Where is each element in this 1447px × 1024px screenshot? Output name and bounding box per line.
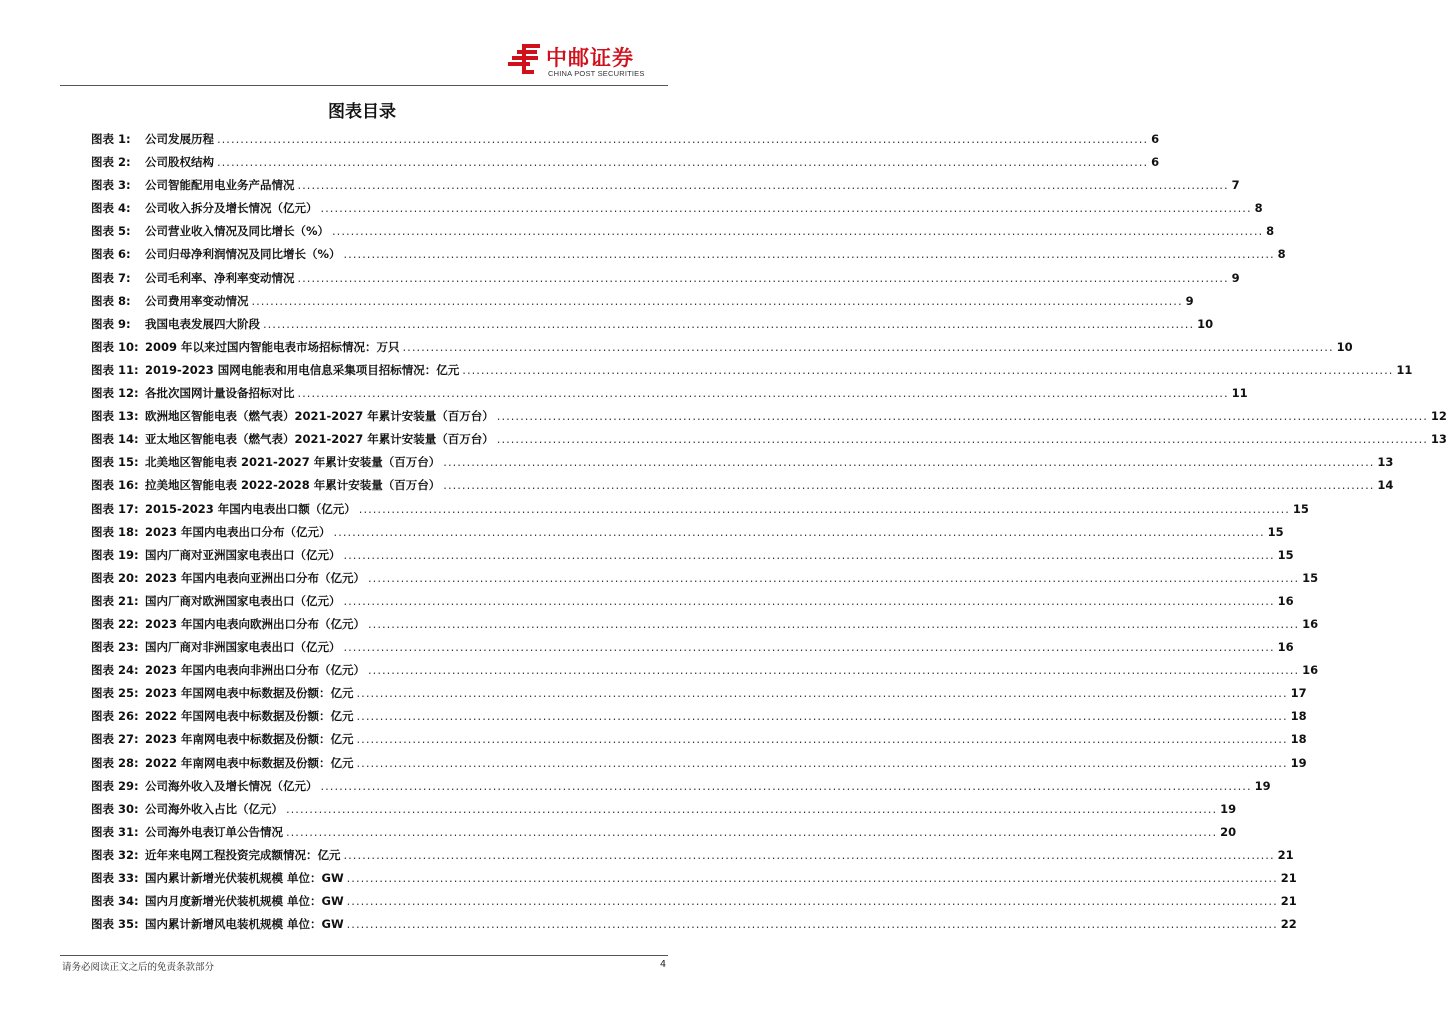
toc-entry-title: 公司海外收入占比（亿元） [145,801,283,816]
toc-entry-label: 图表 28: [91,755,139,770]
toc-dot-leader: ........................................................................................................................................................................................................ [343,547,1275,562]
footer-page-number: 4 [659,959,666,970]
toc-entry-page: 13 [1377,455,1394,470]
toc-entry-page: 8 [1266,224,1275,239]
toc-entry-title: 国内厂商对亚洲国家电表出口（亿元） [145,547,341,562]
toc-entry[interactable] [91,223,1275,246]
china-post-emblem-icon [508,42,542,76]
toc-entry-label: 图表 33: [91,871,139,885]
toc-entry-title: 拉美地区智能电表 2022-2028 年累计安装量（百万台） [145,478,441,493]
toc-dot-leader: ........................................................................................................................................................................................................ [297,386,1229,401]
toc-entry-page: 16 [1302,663,1319,678]
toc-dot-leader: ........................................................................................................................................................................................................ [343,247,1275,262]
toc-entry-label: 图表 31: [91,824,139,839]
table-of-figures [91,131,1447,939]
toc-entry-title: 公司海外收入及增长情况（亿元） [145,778,318,793]
toc-entry-title: 公司发展历程 [145,132,214,146]
toc-dot-leader: ........................................................................................................................................................................................................ [297,178,1229,193]
toc-entry-label: 图表 25: [91,686,139,701]
toc-entry[interactable] [91,593,1294,616]
toc-entry-label: 图表 7: [91,270,131,285]
logo-chinese-name: 中邮证券 [546,46,634,70]
toc-dot-leader: ........................................................................................................................................................................................................ [286,801,1218,816]
toc-entry-title: 2023 年国内电表出口分布（亿元） [145,524,331,539]
toc-entry-label: 图表 21: [91,593,139,608]
toc-entry[interactable] [91,755,1307,778]
toc-entry[interactable] [91,570,1319,593]
toc-entry-title: 亚太地区智能电表（燃气表）2021-2027 年累计安装量（百万台） [145,432,494,447]
toc-entry-label: 图表 19: [91,547,139,562]
toc-entry[interactable] [91,801,1237,824]
toc-entry-label: 图表 3: [91,178,131,193]
toc-entry-label: 图表 11: [91,362,139,377]
toc-entry-label: 图表 13: [91,409,139,424]
logo-english-name: CHINA POST SECURITIES [548,69,645,78]
toc-entry-page: 15 [1292,501,1309,516]
toc-entry[interactable] [91,524,1284,547]
toc-dot-leader: ........................................................................................................................................................................................................ [462,362,1394,377]
toc-entry-page: 21 [1277,847,1294,862]
toc-entry-page: 11 [1231,386,1248,401]
toc-dot-leader: ........................................................................................................................................................................................................ [320,201,1252,216]
toc-entry-title: 国内厂商对非洲国家电表出口（亿元） [145,640,341,655]
toc-entry-page: 18 [1290,709,1307,724]
toc-entry-page: 16 [1302,616,1319,631]
toc-entry[interactable] [91,893,1297,916]
toc-entry-label: 图表 35: [91,917,139,932]
toc-dot-leader: ........................................................................................................................................................................................................ [496,409,1428,424]
toc-dot-leader: ........................................................................................................................................................................................................ [263,316,1195,331]
toc-entry[interactable] [91,708,1307,731]
toc-entry-title: 国内月度新增光伏装机规模 单位：GW [145,894,344,909]
toc-dot-leader: ........................................................................................................................................................................................................ [356,755,1288,770]
toc-entry-label: 图表 24: [91,663,139,678]
toc-entry[interactable] [91,362,1413,385]
toc-entry[interactable] [91,824,1237,847]
toc-entry[interactable] [91,778,1271,801]
toc-entry[interactable] [91,385,1248,408]
toc-entry-page: 15 [1267,524,1284,539]
toc-entry-title: 2023 年国内电表向欧洲出口分布（亿元） [145,616,366,631]
toc-entry[interactable] [91,662,1319,685]
toc-dot-leader: ........................................................................................................................................................................................................ [368,663,1300,678]
toc-entry-title: 近年来电网工程投资完成额情况：亿元 [145,847,341,862]
toc-entry[interactable] [91,477,1394,500]
header-divider [60,85,668,86]
toc-entry-label: 图表 29: [91,778,139,793]
toc-dot-leader: ........................................................................................................................................................................................................ [496,432,1428,447]
toc-entry-label: 图表 2: [91,155,131,170]
toc-entry[interactable] [91,501,1309,524]
toc-entry-label: 图表 32: [91,847,139,862]
toc-entry[interactable] [91,454,1394,477]
toc-entry[interactable] [91,431,1447,454]
toc-entry[interactable] [91,316,1214,339]
toc-entry-label: 图表 18: [91,524,139,539]
toc-entry-title: 2023 年国内电表向亚洲出口分布（亿元） [145,570,366,585]
page-header [60,42,668,86]
toc-entry-title: 公司收入拆分及增长情况（亿元） [145,201,318,216]
toc-entry[interactable] [91,916,1297,939]
toc-entry-title: 公司营业收入情况及同比增长（%） [145,224,330,239]
toc-entry-title: 北美地区智能电表 2021-2027 年累计安装量（百万台） [145,455,441,470]
page-title: 图表目录 [328,102,396,122]
toc-entry[interactable] [91,847,1294,870]
toc-dot-leader: ........................................................................................................................................................................................................ [402,339,1334,354]
toc-entry-title: 2022 年国网电表中标数据及份额：亿元 [145,709,354,724]
toc-entry-label: 图表 10: [91,339,139,354]
toc-entry-title: 2015-2023 年国内电表出口额（亿元） [145,501,356,516]
toc-entry-title: 2023 年国网电表中标数据及份额：亿元 [145,686,354,701]
toc-dot-leader: ........................................................................................................................................................................................................ [346,917,1278,932]
toc-entry-title: 我国电表发展四大阶段 [145,316,260,331]
toc-entry-page: 6 [1151,132,1160,146]
toc-entry-title: 公司海外电表订单公告情况 [145,824,283,839]
toc-entry[interactable] [91,246,1286,269]
toc-dot-leader: ........................................................................................................................................................................................................ [368,570,1300,585]
toc-entry-label: 图表 27: [91,732,139,747]
toc-dot-leader: ........................................................................................................................................................................................................ [320,778,1252,793]
toc-entry-label: 图表 34: [91,894,139,909]
toc-dot-leader: ........................................................................................................................................................................................................ [346,894,1278,909]
toc-dot-leader: ........................................................................................................................................................................................................ [217,155,1149,170]
toc-entry-title: 欧洲地区智能电表（燃气表）2021-2027 年累计安装量（百万台） [145,409,494,424]
toc-dot-leader: ........................................................................................................................................................................................................ [332,224,1264,239]
toc-entry-label: 图表 12: [91,386,139,401]
toc-dot-leader: ........................................................................................................................................................................................................ [368,616,1300,631]
toc-entry-title: 2022 年南网电表中标数据及份额：亿元 [145,755,354,770]
toc-entry-page: 20 [1220,824,1237,839]
toc-entry-page: 6 [1151,155,1160,170]
toc-dot-leader: ........................................................................................................................................................................................................ [343,640,1275,655]
toc-entry-title: 2019-2023 国网电能表和用电信息采集项目招标情况：亿元 [145,362,460,377]
toc-entry-page: 8 [1254,201,1263,216]
toc-dot-leader: ........................................................................................................................................................................................................ [356,732,1288,747]
toc-dot-leader: ........................................................................................................................................................................................................ [286,824,1218,839]
footer-disclaimer: 请务必阅读正文之后的免责条款部分 [62,962,215,973]
toc-entry-page: 14 [1377,478,1394,493]
toc-entry-page: 8 [1277,247,1286,262]
toc-entry-page: 15 [1302,570,1319,585]
toc-entry-title: 国内累计新增光伏装机规模 单位：GW [145,871,344,885]
toc-entry-label: 图表 9: [91,316,131,331]
toc-entry-page: 22 [1280,917,1297,932]
toc-entry-page: 19 [1254,778,1271,793]
toc-entry-title: 公司费用率变动情况 [145,293,249,308]
toc-entry-page: 16 [1277,640,1294,655]
toc-entry[interactable] [91,270,1240,293]
toc-entry-title: 国内累计新增风电装机规模 单位：GW [145,917,344,932]
toc-entry[interactable] [91,685,1307,708]
toc-entry-label: 图表 23: [91,640,139,655]
toc-entry[interactable] [91,293,1194,316]
toc-entry-label: 图表 8: [91,293,131,308]
toc-entry[interactable] [91,339,1353,362]
toc-entry-title: 公司智能配用电业务产品情况 [145,178,295,193]
toc-dot-leader: ........................................................................................................................................................................................................ [358,501,1290,516]
toc-entry-label: 图表 6: [91,247,131,262]
toc-entry-label: 图表 4: [91,201,131,216]
toc-entry-label: 图表 20: [91,570,139,585]
toc-entry-page: 19 [1220,801,1237,816]
toc-entry[interactable] [91,154,1160,177]
toc-entry-title: 公司归母净利润情况及同比增长（%） [145,247,341,262]
toc-entry-label: 图表 5: [91,224,131,239]
toc-entry-page: 19 [1290,755,1307,770]
toc-entry-label: 图表 14: [91,432,139,447]
toc-entry-title: 2023 年南网电表中标数据及份额：亿元 [145,732,354,747]
toc-entry-page: 15 [1277,547,1294,562]
toc-dot-leader: ........................................................................................................................................................................................................ [297,270,1229,285]
toc-entry[interactable] [91,616,1319,639]
toc-entry-page: 21 [1280,871,1297,885]
toc-entry-title: 公司毛利率、净利率变动情况 [145,270,295,285]
toc-entry-label: 图表 16: [91,478,139,493]
toc-entry-page: 11 [1396,362,1413,377]
toc-entry-title: 公司股权结构 [145,155,214,170]
toc-entry-page: 12 [1430,409,1447,424]
toc-entry[interactable] [91,870,1297,893]
toc-entry[interactable] [91,731,1307,754]
toc-dot-leader: ........................................................................................................................................................................................................ [333,524,1265,539]
toc-entry[interactable] [91,131,1160,154]
toc-entry-label: 图表 30: [91,801,139,816]
toc-entry-page: 21 [1280,894,1297,909]
toc-entry-label: 图表 22: [91,616,139,631]
toc-dot-leader: ........................................................................................................................................................................................................ [343,847,1275,862]
toc-entry[interactable] [91,639,1294,662]
toc-entry-page: 17 [1290,686,1307,701]
toc-entry-page: 10 [1197,316,1214,331]
company-logo [508,42,668,84]
toc-entry-page: 9 [1231,270,1240,285]
toc-entry-label: 图表 26: [91,709,139,724]
toc-dot-leader: ........................................................................................................................................................................................................ [356,686,1288,701]
toc-entry-title: 国内厂商对欧洲国家电表出口（亿元） [145,593,341,608]
toc-dot-leader: ........................................................................................................................................................................................................ [356,709,1288,724]
toc-dot-leader: ........................................................................................................................................................................................................ [251,293,1183,308]
toc-entry-page: 10 [1336,339,1353,354]
toc-dot-leader: ........................................................................................................................................................................................................ [343,593,1275,608]
toc-entry-page: 7 [1231,178,1240,193]
toc-entry-title: 2023 年国内电表向非洲出口分布（亿元） [145,663,366,678]
toc-entry-page: 13 [1430,432,1447,447]
toc-entry[interactable] [91,177,1240,200]
toc-entry-label: 图表 17: [91,501,139,516]
toc-entry[interactable] [91,408,1447,431]
toc-entry-title: 2009 年以来过国内智能电表市场招标情况：万只 [145,339,400,354]
footer-divider [60,955,668,956]
toc-entry[interactable] [91,547,1294,570]
toc-entry[interactable] [91,200,1263,223]
toc-dot-leader: ........................................................................................................................................................................................................ [443,455,1375,470]
toc-dot-leader: ........................................................................................................................................................................................................ [443,478,1375,493]
toc-entry-page: 9 [1185,293,1194,308]
toc-entry-label: 图表 15: [91,455,139,470]
toc-entry-page: 16 [1277,593,1294,608]
toc-entry-page: 18 [1290,732,1307,747]
toc-dot-leader: ........................................................................................................................................................................................................ [217,132,1149,146]
toc-entry-label: 图表 1: [91,132,131,146]
toc-dot-leader: ........................................................................................................................................................................................................ [346,871,1278,885]
toc-entry-title: 各批次国网计量设备招标对比 [145,386,295,401]
